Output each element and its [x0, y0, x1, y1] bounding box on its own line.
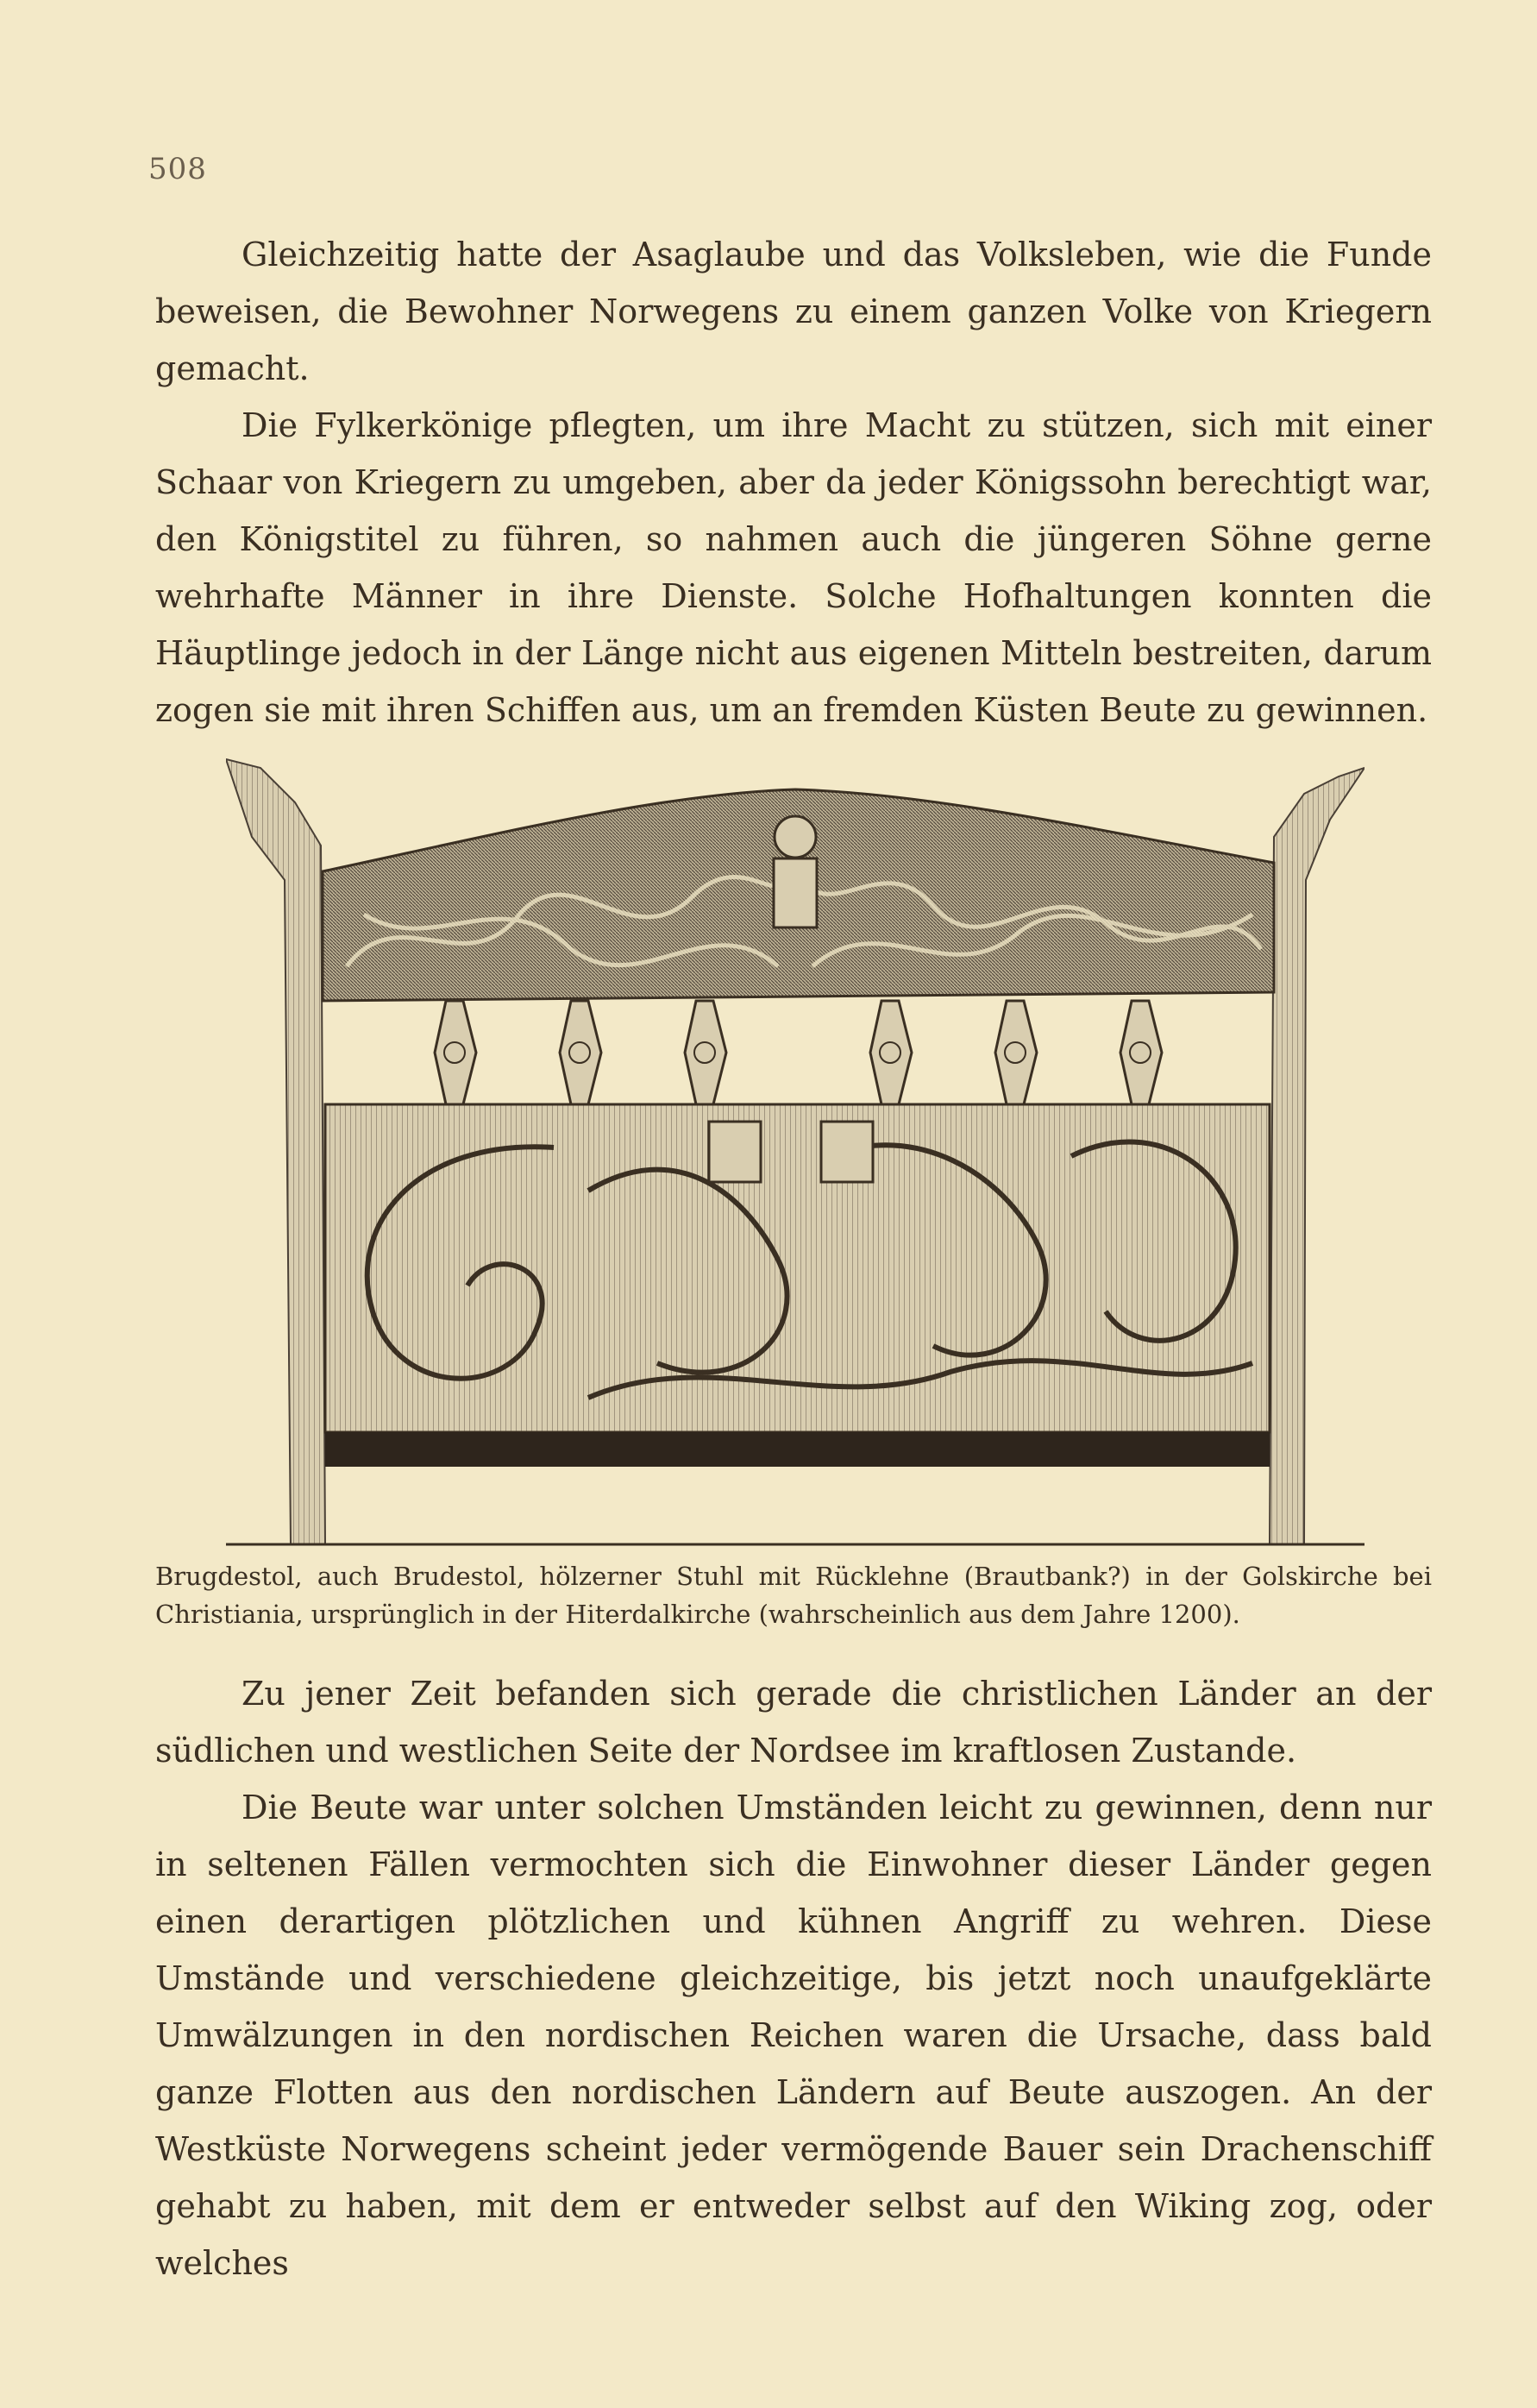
- page-number: 508: [148, 152, 207, 186]
- figure-caption: Brugdestol, auch Brudestol, hölzerner Stuhl mit Rücklehne (Brautbank?) in der Golskirche bei Christiania, ursprünglich in der Hiterdalkirche (wahrscheinlich aus dem Jahre 1200).: [155, 1562, 1432, 1629]
- paragraph: Die Fylkerkönige pflegten, um ihre Macht zu stützen, sich mit einer Schaar von Kriegern zu umgeben, aber da jeder Königssohn berechtigt war, den Königstitel zu führen, so nahmen auch die jüngeren Söhne gerne wehrhafte Männer in ihre Dienste. Solche Hofhaltungen konnten die Häuptlinge jedoch in der Länge nicht aus eigenen Mitteln bestreiten, darum zogen sie mit ihren Schiffen aus, um an fremden Küsten Beute zu gewinnen.: [155, 406, 1432, 729]
- paragraph: Die Beute war unter solchen Umständen leicht zu gewinnen, denn nur in seltenen Fällen vermochten sich die Einwohner dieser Länder gegen einen derartigen plötzlichen und kühnen Angriff zu wehren. Diese Umstände und verschiedene gleichzeitige, bis jetzt noch unaufgeklärte Umwälzungen in den nordischen Reichen waren die Ursache, dass bald ganze Flotten aus den nordischen Ländern auf Beute auszogen. An der Westküste Norwegens scheint jeder vermögende Bauer sein Drachenschiff gehabt zu haben, mit dem er entweder selbst auf den Wiking zog, oder welches: [155, 1789, 1432, 2282]
- paragraph: Gleichzeitig hatte der Asaglaube und das Volksleben, wie die Funde beweisen, die Bewohner Norwegens zu einem ganzen Volke von Kriegern gemacht.: [155, 236, 1432, 387]
- text-block-top: [155, 226, 1432, 739]
- bench-illustration: [226, 742, 1364, 1553]
- paragraph: Zu jener Zeit befanden sich gerade die christlichen Länder an der südlichen und westlichen Seite der Nordsee im kraftlosen Zustande.: [155, 1675, 1432, 1770]
- text-block-bottom: [155, 1665, 1432, 2292]
